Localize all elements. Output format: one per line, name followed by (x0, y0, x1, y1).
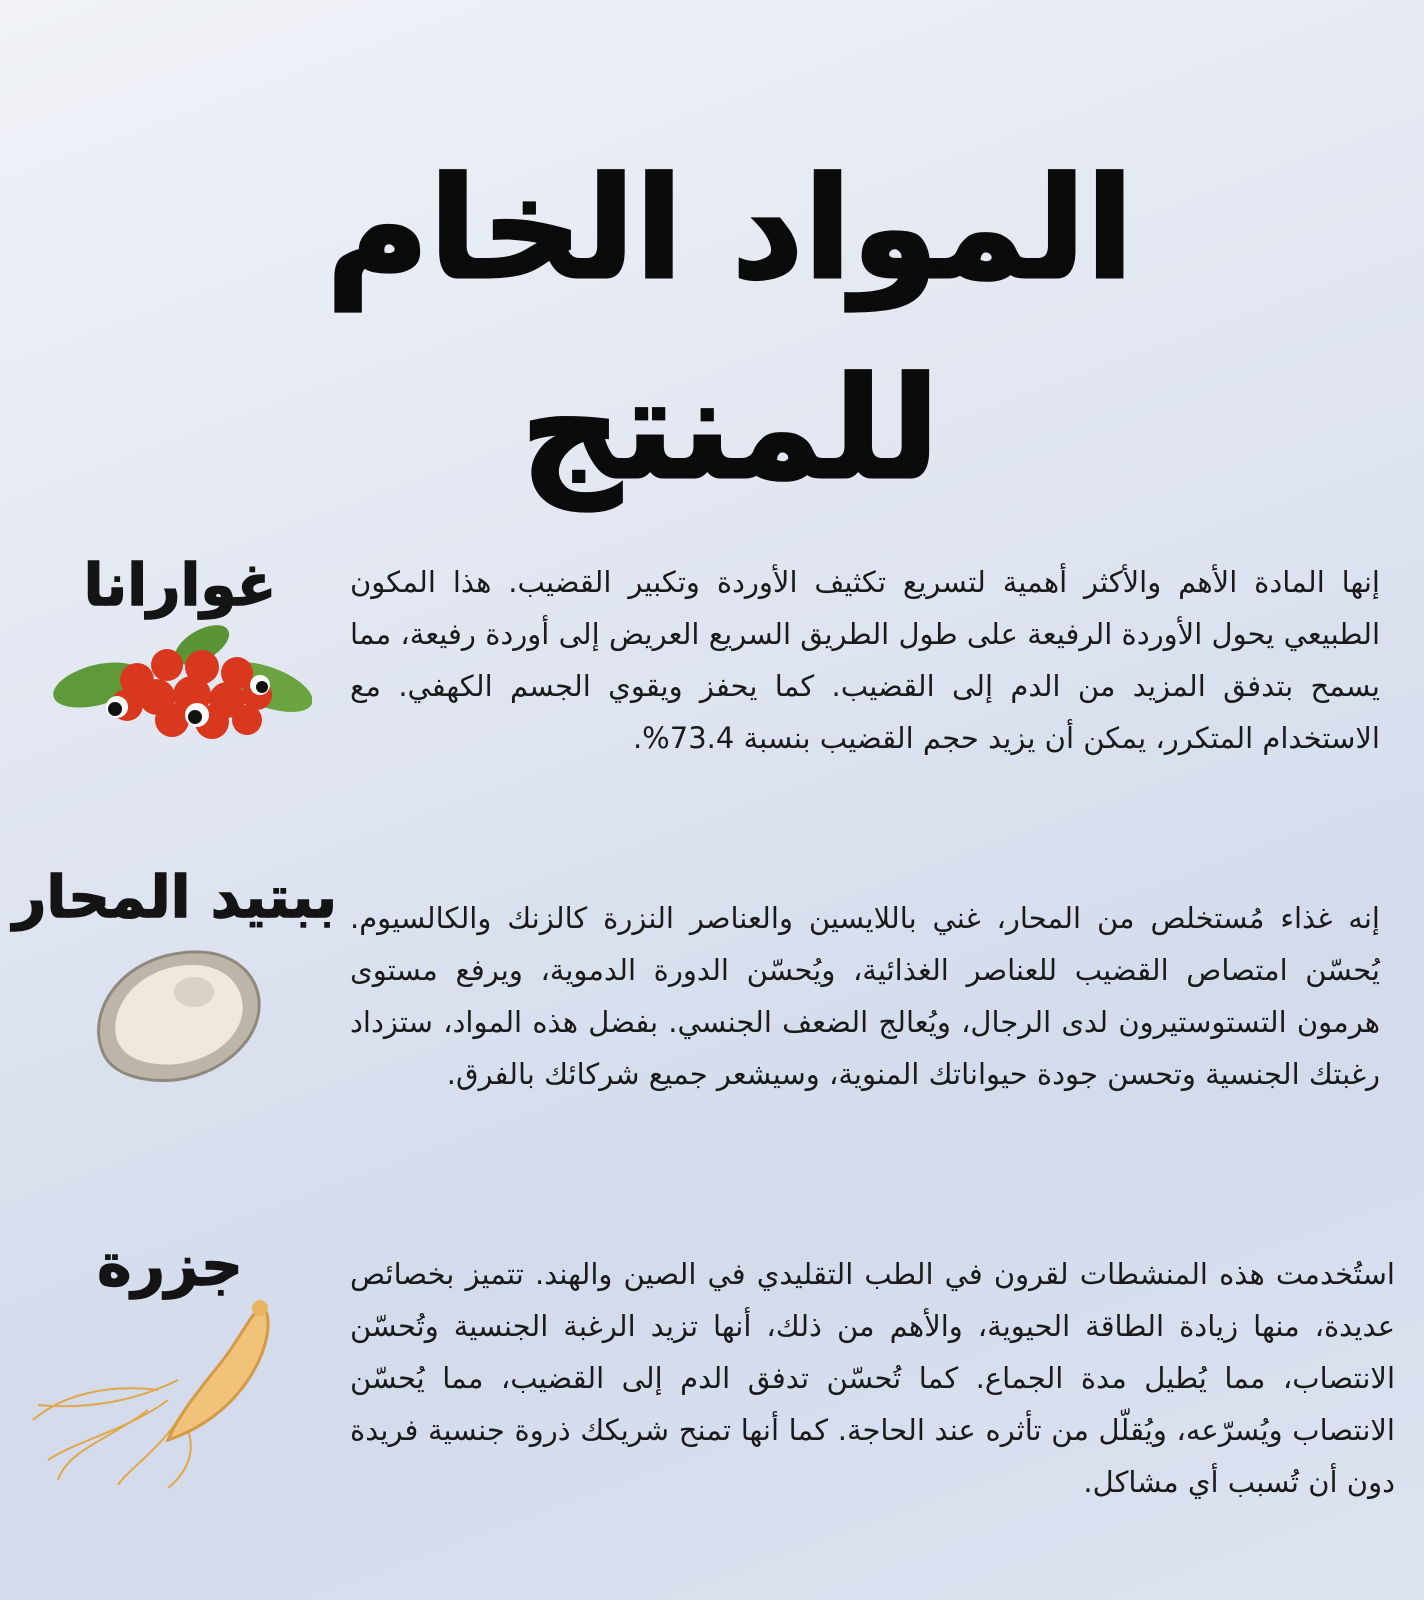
guarana-berries-image (52, 625, 312, 740)
oyster-image (82, 940, 267, 1090)
section-heading-oyster-peptide: ببتيد المحار (12, 863, 337, 931)
ginseng-root-image (28, 1290, 278, 1490)
section-heading-ginseng: جزرة (97, 1231, 243, 1299)
section-text-ginseng: استُخدمت هذه المنشطات لقرون في الطب التقليدي في الصين والهند. تتميز بخصائص عديدة، منها زيادة الطاقة الحيوية، والأهم من ذلك، أنها تزيد الرغبة الجنسية وتُحسّن الانتصاب، مما يُطيل مدة الجماع. كما تُحسّن تدفق الدم إلى القضيب، مما يُحسّن الانتصاب ويُسرّعه، ويُقلّل من تأثره عند الحاجة. كما أنها تمنح شريكك ذروة جنسية فريدة دون أن تُسبب أي مشاكل. (350, 1257, 1395, 1499)
page-title: المواد الخام للمنتج (326, 148, 1134, 511)
section-heading-guarana: غوارانا (83, 551, 277, 619)
section-text-guarana: إنها المادة الأهم والأكثر أهمية لتسريع تكثيف الأوردة وتكبير القضيب. هذا المكون الطبيعي يحول الأوردة الرفيعة على طول الطريق السريع العريض إلى أوردة رفيعة، مما يسمح بتدفق المزيد من الدم إلى القضيب. كما يحفز ويقوي الجسم الكهفي. مع الاستخدام المتكرر، يمكن أن يزيد حجم القضيب بنسبة 73.4%. (350, 565, 1380, 755)
section-text-oyster-peptide: إنه غذاء مُستخلص من المحار، غني باللايسين والعناصر النزرة كالزنك والكالسيوم. يُحسّن امتصاص القضيب للعناصر الغذائية، ويُحسّن الدورة الدموية، ويرفع مستوى هرمون التستوستيرون لدى الرجال، ويُعالج الضعف الجنسي. بفضل هذه المواد، ستزداد رغبتك الجنسية وتحسن جودة حيواناتك المنوية، وسيشعر جميع شركائك بالفرق. (350, 901, 1380, 1091)
